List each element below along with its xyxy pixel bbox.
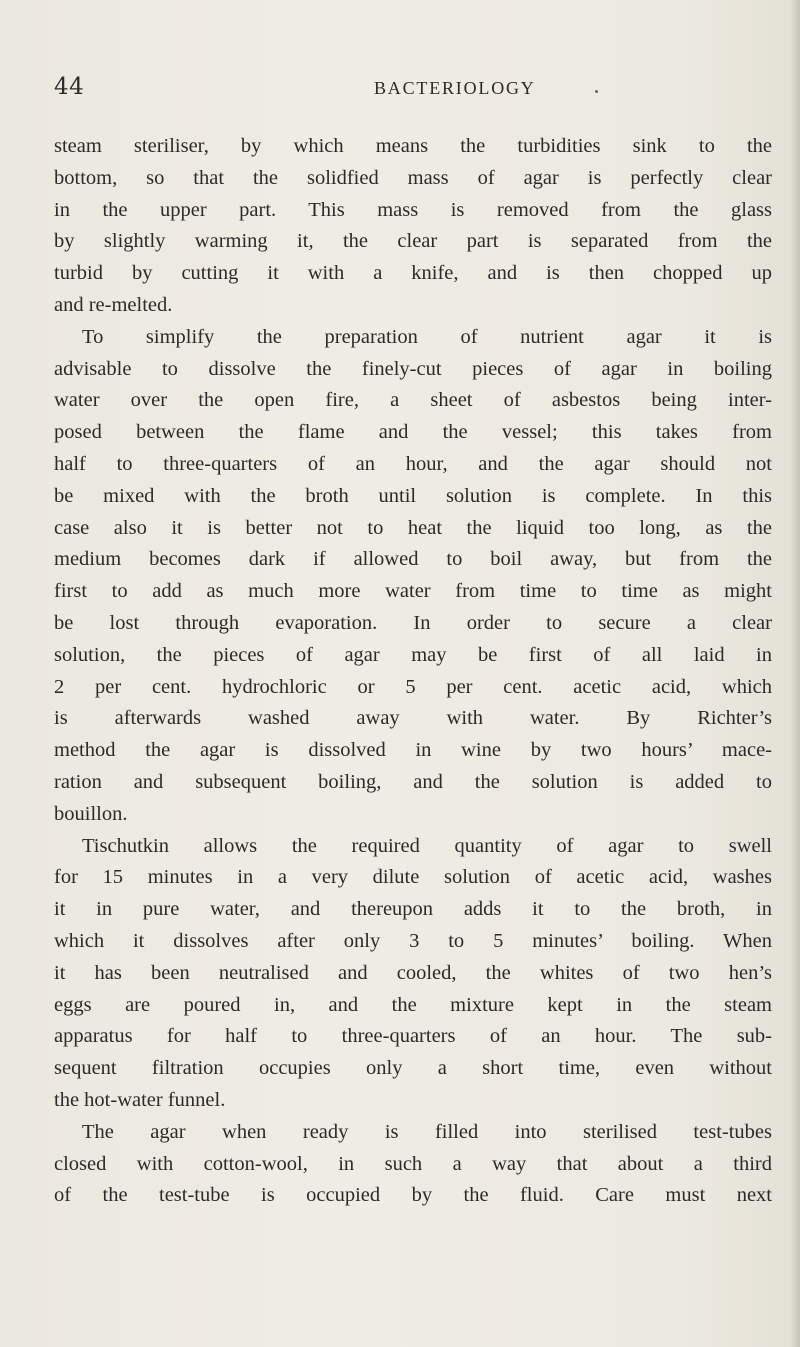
text-line: solution, the pieces of agar may be first of all laid in <box>54 643 772 666</box>
paragraph-start-line: To simplify the preparation of nutrient agar it is <box>82 325 772 348</box>
text-line: and re-melted. <box>54 293 173 316</box>
paragraph-start-line: The agar when ready is filled into sterilised test-tubes <box>82 1120 772 1143</box>
text-line: is afterwards washed away with water. By Richter’s <box>54 707 772 730</box>
text-line: it has been neutralised and cooled, the whites of two hen’s <box>54 961 772 984</box>
text-line: posed between the flame and the vessel; this takes from <box>54 421 772 444</box>
text-line: ration and subsequent boiling, and the solution is added to <box>54 770 772 793</box>
text-line: steam steriliser, by which means the turbidities sink to the <box>54 135 772 157</box>
text-line: case also it is better not to heat the liquid too long, as the <box>54 516 772 539</box>
text-line: water over the open fire, a sheet of asbestos being inter- <box>54 389 772 412</box>
text-line: for 15 minutes in a very dilute solution of acetic acid, washes <box>54 866 772 889</box>
header-dot-mark <box>595 90 598 93</box>
text-line: be lost through evaporation. In order to secure a clear <box>54 611 772 634</box>
text-line: in the upper part. This mass is removed from the glass <box>54 198 772 221</box>
text-line: the hot-water funnel. <box>54 1088 226 1111</box>
text-line: turbid by cutting it with a knife, and is then chopped up <box>54 262 772 285</box>
paragraph-start-line: Tischutkin allows the required quantity of agar to swell <box>82 834 772 857</box>
text-line: medium becomes dark if allowed to boil away, but from the <box>54 548 772 571</box>
text-line: half to three-quarters of an hour, and the agar should not <box>54 452 772 475</box>
text-line: closed with cotton-wool, in such a way that about a third <box>54 1152 772 1175</box>
text-line: advisable to dissolve the finely-cut pieces of agar in boiling <box>54 357 772 380</box>
page-edge-shadow <box>790 0 800 1347</box>
text-line: first to add as much more water from time to time as might <box>54 580 772 603</box>
text-line: bottom, so that the solidfied mass of agar is perfectly clear <box>54 166 772 189</box>
text-line: of the test-tube is occupied by the fluid. Care must next <box>54 1184 772 1207</box>
text-line: which it dissolves after only 3 to 5 minutes’ boiling. When <box>54 929 772 952</box>
text-line: apparatus for half to three-quarters of an hour. The sub- <box>54 1025 772 1048</box>
body-text <box>54 131 772 1212</box>
text-line: be mixed with the broth until solution is complete. In this <box>54 484 772 507</box>
text-line: method the agar is dissolved in wine by two hours’ mace- <box>54 739 772 762</box>
page-header <box>54 74 774 110</box>
page-number: 44 <box>54 74 85 100</box>
text-line: eggs are poured in, and the mixture kept in the steam <box>54 993 772 1016</box>
text-line: sequent filtration occupies only a short time, even without <box>54 1057 772 1080</box>
text-line: it in pure water, and thereupon adds it to the broth, in <box>54 898 772 921</box>
running-head: BACTERIOLOGY <box>374 78 536 98</box>
text-line: by slightly warming it, the clear part is separated from the <box>54 230 772 253</box>
text-line: 2 per cent. hydrochloric or 5 per cent. acetic acid, which <box>54 675 772 698</box>
text-line: bouillon. <box>54 802 128 825</box>
